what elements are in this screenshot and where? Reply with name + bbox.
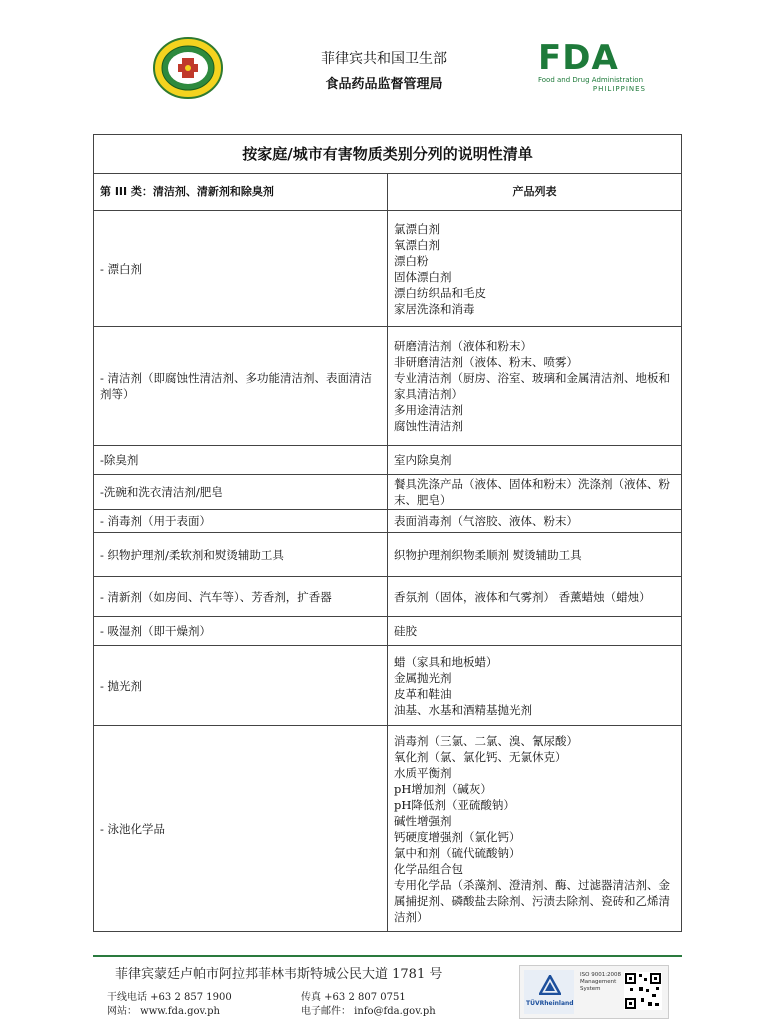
tuv-brand: TÜVRheinland [526,1000,574,1007]
products-cell [388,533,682,577]
footer-hotline: 干线电话 +63 2 857 1900 [107,992,232,1003]
category-cell: - 泳池化学品 [94,726,388,932]
product-item: 氧化剂（氯、氯化钙、无氯休克） [394,749,567,764]
table-row [94,446,682,475]
tuv-badge [524,970,574,1014]
category-cell: - 清新剂（如房间、汽车等）、芳香剂，扩香器 [94,577,388,617]
product-item: 氯漂白剂 [394,221,440,236]
table-body [94,211,682,932]
products-cell [388,617,682,646]
table-row [94,617,682,646]
product-item: 皮革和鞋油 [394,686,452,701]
hazardous-substance-table [93,134,682,932]
page-footer [93,955,682,1017]
category-cell: - 清洁剂（即腐蚀性清洁剂、多功能清洁剂、表面清洁剂等） [94,327,388,446]
product-item: 腐蚀性清洁剂 [394,419,463,433]
product-item: 油基、水基和酒精基抛光剂 [394,702,532,717]
product-item: 漂白纺织品和毛皮 [394,285,486,300]
product-item: 金属抛光剂 [394,670,452,685]
fda-logo [538,40,658,92]
product-item: pH增加剂（碱灰） [394,781,492,796]
category-cell: - 织物护理剂/柔软剂和熨烫辅助工具 [94,533,388,577]
fda-logo-letters: FDA [538,38,619,78]
table-row [94,533,682,577]
products-cell [388,211,682,327]
products-cell [388,475,682,510]
table-row [94,646,682,726]
fda-logo-subtitle: Food and Drug Administration [538,76,643,84]
product-item: 织物护理剂织物柔顺剂 熨烫辅助工具 [394,547,582,562]
table-row [94,475,682,510]
product-item: 氧漂白剂 [394,237,440,252]
iso-certification-text [580,972,621,993]
products-cell [388,577,682,617]
product-item: 氯中和剂（硫代硫酸钠） [394,845,521,860]
iso-standard: ISO 9001:2008 [580,972,622,978]
fda-logo-country: PHILIPPINES [592,85,646,93]
products-cell [388,646,682,726]
org-name-line2: 食品药品监督管理局 [325,77,443,92]
product-item: 化学品组合包 [394,861,463,876]
product-item: 香氛剂（固体，液体和气雾剂） 香薰蜡烛（蜡烛） [394,589,651,604]
iso-system: System [580,986,601,992]
table-row [94,327,682,446]
footer-address: 菲律宾蒙廷卢帕市阿拉邦菲林韦斯特城公民大道 1781 号 [115,967,443,982]
product-item: 固体漂白剂 [394,269,452,284]
product-item: 消毒剂（三氯、二氯、溴、氰尿酸） [394,733,578,748]
category-cell: - 吸湿剂（即干燥剂） [94,617,388,646]
category-cell: - 抛光剂 [94,646,388,726]
category-cell: - 漂白剂 [94,211,388,327]
category-cell: -洗碗和洗衣清洁剂/肥皂 [94,475,388,510]
product-item: 硅胶 [394,624,417,638]
product-item: 家居洗涤和消毒 [394,301,475,316]
product-item: 漂白粉 [394,253,429,268]
products-cell [388,726,682,932]
footer-website[interactable]: 网站： www.fda.gov.ph [107,1006,220,1017]
footer-email[interactable]: 电子邮件： info@fda.gov.ph [301,1006,436,1017]
product-item: 蜡（家具和地板蜡） [394,654,498,669]
table-row [94,211,682,327]
table-row [94,726,682,932]
product-item: 专业清洁剂（厨房、浴室、玻璃和金属清洁剂、地板和家具清洁剂） [394,371,670,401]
category-cell: -除臭剂 [94,446,388,475]
product-item: 餐具洗涤产品（液体、固体和粉末）洗涤剂（液体、粉末、肥皂） [394,477,670,507]
product-item: 表面消毒剂（气溶胶、液体、粉末） [394,514,578,528]
category-cell: - 消毒剂（用于表面） [94,510,388,533]
product-item: 专用化学品（杀藻剂、澄清剂、酶、过滤器清洁剂、金属捕捉剂、磷酸盐去除剂、污渍去除剂、瓷砖和乙烯清洁剂） [394,877,670,924]
qr-code-icon [624,972,662,1010]
table-row [94,510,682,533]
product-item: 碱性增强剂 [394,813,452,828]
product-item: 多用途清洁剂 [394,403,463,417]
footer-fax: 传真 +63 2 807 0751 [301,992,406,1003]
product-item: 钙硬度增强剂（氯化钙） [394,829,521,844]
product-item: 水质平衡剂 [394,765,452,780]
product-item: 非研磨清洁剂（液体、粉末、喷雾） [394,355,578,369]
table-title: 按家庭/城市有害物质类别分列的说明性清单 [94,135,682,174]
org-name-line1: 菲律宾共和国卫生部 [321,51,447,67]
tuv-triangle-icon [539,975,561,995]
product-item: pH降低剂（亚硫酸钠） [394,797,515,812]
products-cell [388,446,682,475]
column-header-products: 产品列表 [388,174,682,211]
table-row [94,577,682,617]
product-item: 室内除臭剂 [394,453,452,467]
products-cell [388,510,682,533]
iso-management: Management [580,979,617,985]
certification-badge [519,965,669,1019]
column-header-category: 第 III 类：清洁剂、清新剂和除臭剂 [94,174,388,211]
product-item: 研磨清洁剂（液体和粉末） [394,339,532,353]
products-cell [388,327,682,446]
